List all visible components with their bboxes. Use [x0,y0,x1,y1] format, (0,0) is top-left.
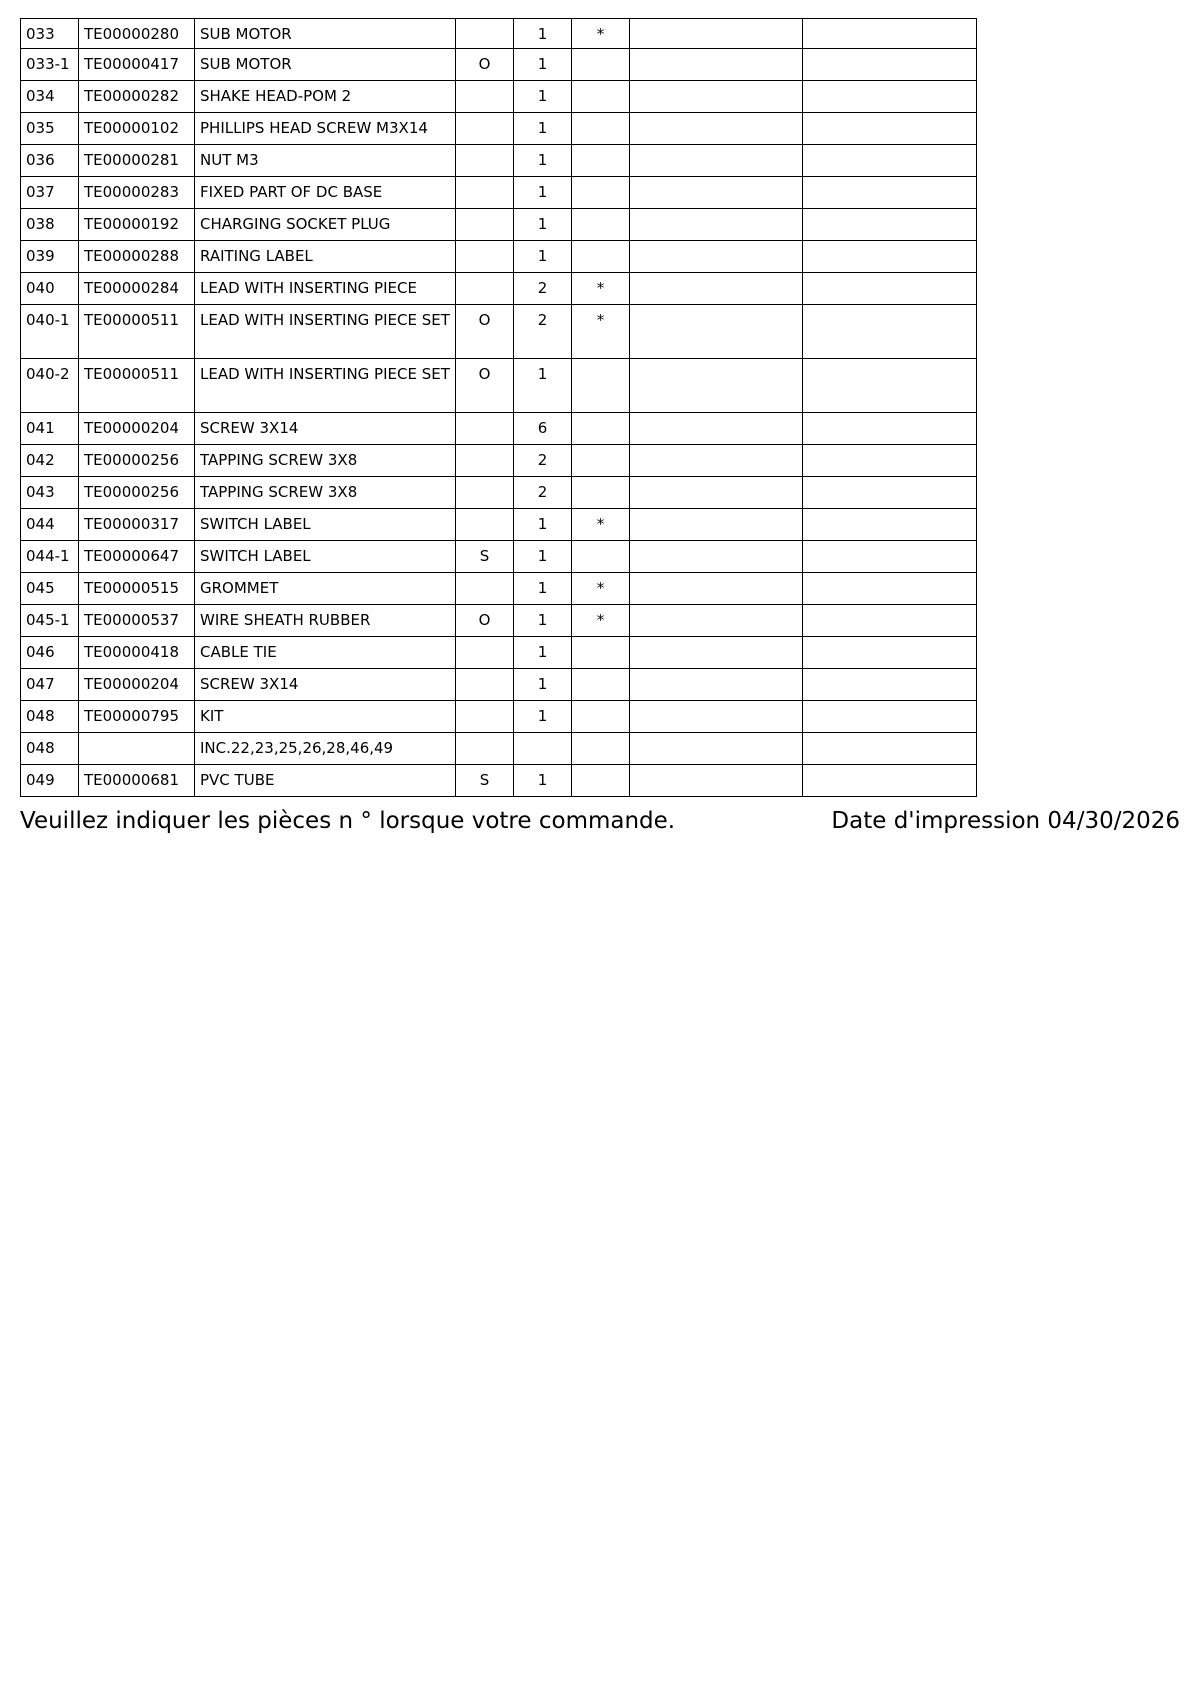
part-mark-cell [572,81,630,113]
part-mark-cell: * [572,19,630,49]
blank-cell-1 [630,413,803,445]
blank-cell-2 [803,509,977,541]
part-quantity-cell: 2 [514,445,572,477]
part-number-cell: 048 [21,701,79,733]
blank-cell-1 [630,305,803,359]
blank-cell-2 [803,81,977,113]
blank-cell-1 [630,177,803,209]
part-code-cell: TE00000282 [79,81,195,113]
table-row [21,177,977,209]
part-description-cell: KIT [195,701,456,733]
part-description-cell: PHILLIPS HEAD SCREW M3X14 [195,113,456,145]
part-description-cell: PVC TUBE [195,765,456,797]
part-description-cell: SHAKE HEAD-POM 2 [195,81,456,113]
part-type-cell [456,81,514,113]
blank-cell-2 [803,359,977,413]
table-row [21,113,977,145]
part-mark-cell [572,113,630,145]
blank-cell-1 [630,359,803,413]
part-type-cell [456,637,514,669]
part-type-cell: O [456,305,514,359]
part-number-cell: 046 [21,637,79,669]
part-type-cell: O [456,359,514,413]
table-row [21,669,977,701]
part-description-cell: SWITCH LABEL [195,509,456,541]
table-row [21,19,977,49]
part-description-cell: SCREW 3X14 [195,669,456,701]
blank-cell-2 [803,733,977,765]
part-description-cell: CHARGING SOCKET PLUG [195,209,456,241]
part-number-cell: 047 [21,669,79,701]
part-mark-cell [572,541,630,573]
part-number-cell: 035 [21,113,79,145]
table-row [21,733,977,765]
part-code-cell: TE00000204 [79,413,195,445]
part-mark-cell [572,49,630,81]
blank-cell-2 [803,19,977,49]
table-row [21,49,977,81]
table-row [21,359,977,413]
part-description-cell: SWITCH LABEL [195,541,456,573]
part-quantity-cell: 1 [514,765,572,797]
part-code-cell: TE00000511 [79,305,195,359]
part-number-cell: 044 [21,509,79,541]
blank-cell-2 [803,113,977,145]
part-type-cell [456,477,514,509]
part-quantity-cell: 1 [514,541,572,573]
table-row [21,145,977,177]
part-quantity-cell: 1 [514,113,572,145]
part-code-cell: TE00000102 [79,113,195,145]
part-description-cell: NUT M3 [195,145,456,177]
part-number-cell: 049 [21,765,79,797]
part-mark-cell: * [572,573,630,605]
part-code-cell: TE00000417 [79,49,195,81]
part-quantity-cell [514,733,572,765]
footer-print-date: Date d'impression 04/30/2026 [831,808,1180,834]
part-quantity-cell: 1 [514,509,572,541]
blank-cell-1 [630,637,803,669]
part-code-cell: TE00000515 [79,573,195,605]
blank-cell-2 [803,241,977,273]
part-type-cell [456,573,514,605]
blank-cell-1 [630,81,803,113]
part-type-cell [456,701,514,733]
part-number-cell: 033-1 [21,49,79,81]
part-type-cell [456,209,514,241]
part-mark-cell: * [572,273,630,305]
part-type-cell [456,445,514,477]
part-description-cell: SUB MOTOR [195,49,456,81]
blank-cell-2 [803,445,977,477]
part-code-cell: TE00000511 [79,359,195,413]
part-type-cell [456,19,514,49]
part-number-cell: 048 [21,733,79,765]
part-code-cell: TE00000204 [79,669,195,701]
part-type-cell [456,113,514,145]
blank-cell-2 [803,413,977,445]
part-quantity-cell: 6 [514,413,572,445]
table-row [21,81,977,113]
part-quantity-cell: 2 [514,305,572,359]
part-mark-cell [572,701,630,733]
table-row [21,637,977,669]
part-type-cell [456,273,514,305]
part-type-cell [456,177,514,209]
part-number-cell: 038 [21,209,79,241]
part-description-cell: GROMMET [195,573,456,605]
part-number-cell: 039 [21,241,79,273]
part-type-cell [456,669,514,701]
part-number-cell: 033 [21,19,79,49]
part-number-cell: 042 [21,445,79,477]
part-quantity-cell: 1 [514,177,572,209]
table-row [21,509,977,541]
blank-cell-1 [630,273,803,305]
blank-cell-2 [803,573,977,605]
part-mark-cell [572,445,630,477]
blank-cell-2 [803,305,977,359]
blank-cell-1 [630,509,803,541]
part-description-cell: SCREW 3X14 [195,413,456,445]
blank-cell-2 [803,637,977,669]
part-description-cell: TAPPING SCREW 3X8 [195,445,456,477]
part-code-cell: TE00000283 [79,177,195,209]
part-code-cell: TE00000192 [79,209,195,241]
part-type-cell [456,145,514,177]
part-type-cell: S [456,541,514,573]
part-quantity-cell: 1 [514,637,572,669]
part-number-cell: 043 [21,477,79,509]
part-quantity-cell: 1 [514,81,572,113]
table-row [21,541,977,573]
blank-cell-1 [630,209,803,241]
part-type-cell [456,413,514,445]
part-description-cell: INC.22,23,25,26,28,46,49 [195,733,456,765]
part-code-cell: TE00000418 [79,637,195,669]
table-row [21,573,977,605]
blank-cell-1 [630,113,803,145]
part-code-cell: TE00000647 [79,541,195,573]
table-row [21,477,977,509]
part-description-cell: LEAD WITH INSERTING PIECE [195,273,456,305]
blank-cell-1 [630,19,803,49]
part-code-cell: TE00000280 [79,19,195,49]
part-quantity-cell: 1 [514,19,572,49]
part-number-cell: 045 [21,573,79,605]
part-mark-cell [572,241,630,273]
part-mark-cell: * [572,305,630,359]
part-description-cell: LEAD WITH INSERTING PIECE SET [195,359,456,413]
blank-cell-1 [630,605,803,637]
part-mark-cell: * [572,605,630,637]
part-quantity-cell: 1 [514,145,572,177]
part-type-cell [456,509,514,541]
blank-cell-1 [630,477,803,509]
part-description-cell: CABLE TIE [195,637,456,669]
part-number-cell: 036 [21,145,79,177]
part-number-cell: 034 [21,81,79,113]
part-type-cell: O [456,605,514,637]
footer-order-note: Veuillez indiquer les pièces n ° lorsque votre commande. [20,808,676,834]
part-quantity-cell: 1 [514,49,572,81]
blank-cell-1 [630,573,803,605]
part-mark-cell [572,637,630,669]
part-type-cell: S [456,765,514,797]
part-quantity-cell: 1 [514,573,572,605]
part-mark-cell [572,413,630,445]
blank-cell-2 [803,541,977,573]
blank-cell-2 [803,273,977,305]
part-quantity-cell: 2 [514,273,572,305]
part-number-cell: 040-2 [21,359,79,413]
blank-cell-1 [630,541,803,573]
blank-cell-1 [630,445,803,477]
blank-cell-1 [630,241,803,273]
part-description-cell: FIXED PART OF DC BASE [195,177,456,209]
blank-cell-2 [803,145,977,177]
table-row [21,209,977,241]
blank-cell-2 [803,765,977,797]
blank-cell-2 [803,49,977,81]
blank-cell-2 [803,177,977,209]
part-mark-cell [572,359,630,413]
part-code-cell: TE00000281 [79,145,195,177]
part-code-cell: TE00000288 [79,241,195,273]
part-number-cell: 040-1 [21,305,79,359]
part-mark-cell [572,209,630,241]
part-quantity-cell: 1 [514,359,572,413]
parts-table [20,18,977,797]
part-type-cell [456,241,514,273]
table-row [21,605,977,637]
part-mark-cell: * [572,509,630,541]
part-quantity-cell: 1 [514,669,572,701]
blank-cell-1 [630,145,803,177]
blank-cell-1 [630,701,803,733]
table-row [21,413,977,445]
part-code-cell: TE00000256 [79,477,195,509]
part-quantity-cell: 2 [514,477,572,509]
part-mark-cell [572,669,630,701]
part-code-cell: TE00000537 [79,605,195,637]
part-mark-cell [572,145,630,177]
blank-cell-2 [803,605,977,637]
blank-cell-1 [630,669,803,701]
part-mark-cell [572,477,630,509]
part-mark-cell [572,733,630,765]
parts-table-body [21,19,977,797]
blank-cell-2 [803,669,977,701]
table-row [21,241,977,273]
blank-cell-1 [630,49,803,81]
blank-cell-1 [630,733,803,765]
part-description-cell: LEAD WITH INSERTING PIECE SET [195,305,456,359]
part-description-cell: RAITING LABEL [195,241,456,273]
part-mark-cell [572,177,630,209]
part-code-cell: TE00000256 [79,445,195,477]
part-quantity-cell: 1 [514,605,572,637]
part-number-cell: 044-1 [21,541,79,573]
part-quantity-cell: 1 [514,701,572,733]
part-description-cell: TAPPING SCREW 3X8 [195,477,456,509]
part-number-cell: 037 [21,177,79,209]
table-row [21,273,977,305]
part-number-cell: 040 [21,273,79,305]
part-mark-cell [572,765,630,797]
part-description-cell: WIRE SHEATH RUBBER [195,605,456,637]
blank-cell-2 [803,209,977,241]
part-code-cell: TE00000284 [79,273,195,305]
blank-cell-2 [803,701,977,733]
table-row [21,701,977,733]
part-code-cell: TE00000317 [79,509,195,541]
table-row [21,765,977,797]
blank-cell-1 [630,765,803,797]
blank-cell-2 [803,477,977,509]
part-code-cell: TE00000681 [79,765,195,797]
part-type-cell: O [456,49,514,81]
part-description-cell: SUB MOTOR [195,19,456,49]
table-row [21,445,977,477]
part-number-cell: 045-1 [21,605,79,637]
part-number-cell: 041 [21,413,79,445]
part-quantity-cell: 1 [514,209,572,241]
part-code-cell [79,733,195,765]
part-code-cell: TE00000795 [79,701,195,733]
part-type-cell [456,733,514,765]
part-quantity-cell: 1 [514,241,572,273]
table-row [21,305,977,359]
